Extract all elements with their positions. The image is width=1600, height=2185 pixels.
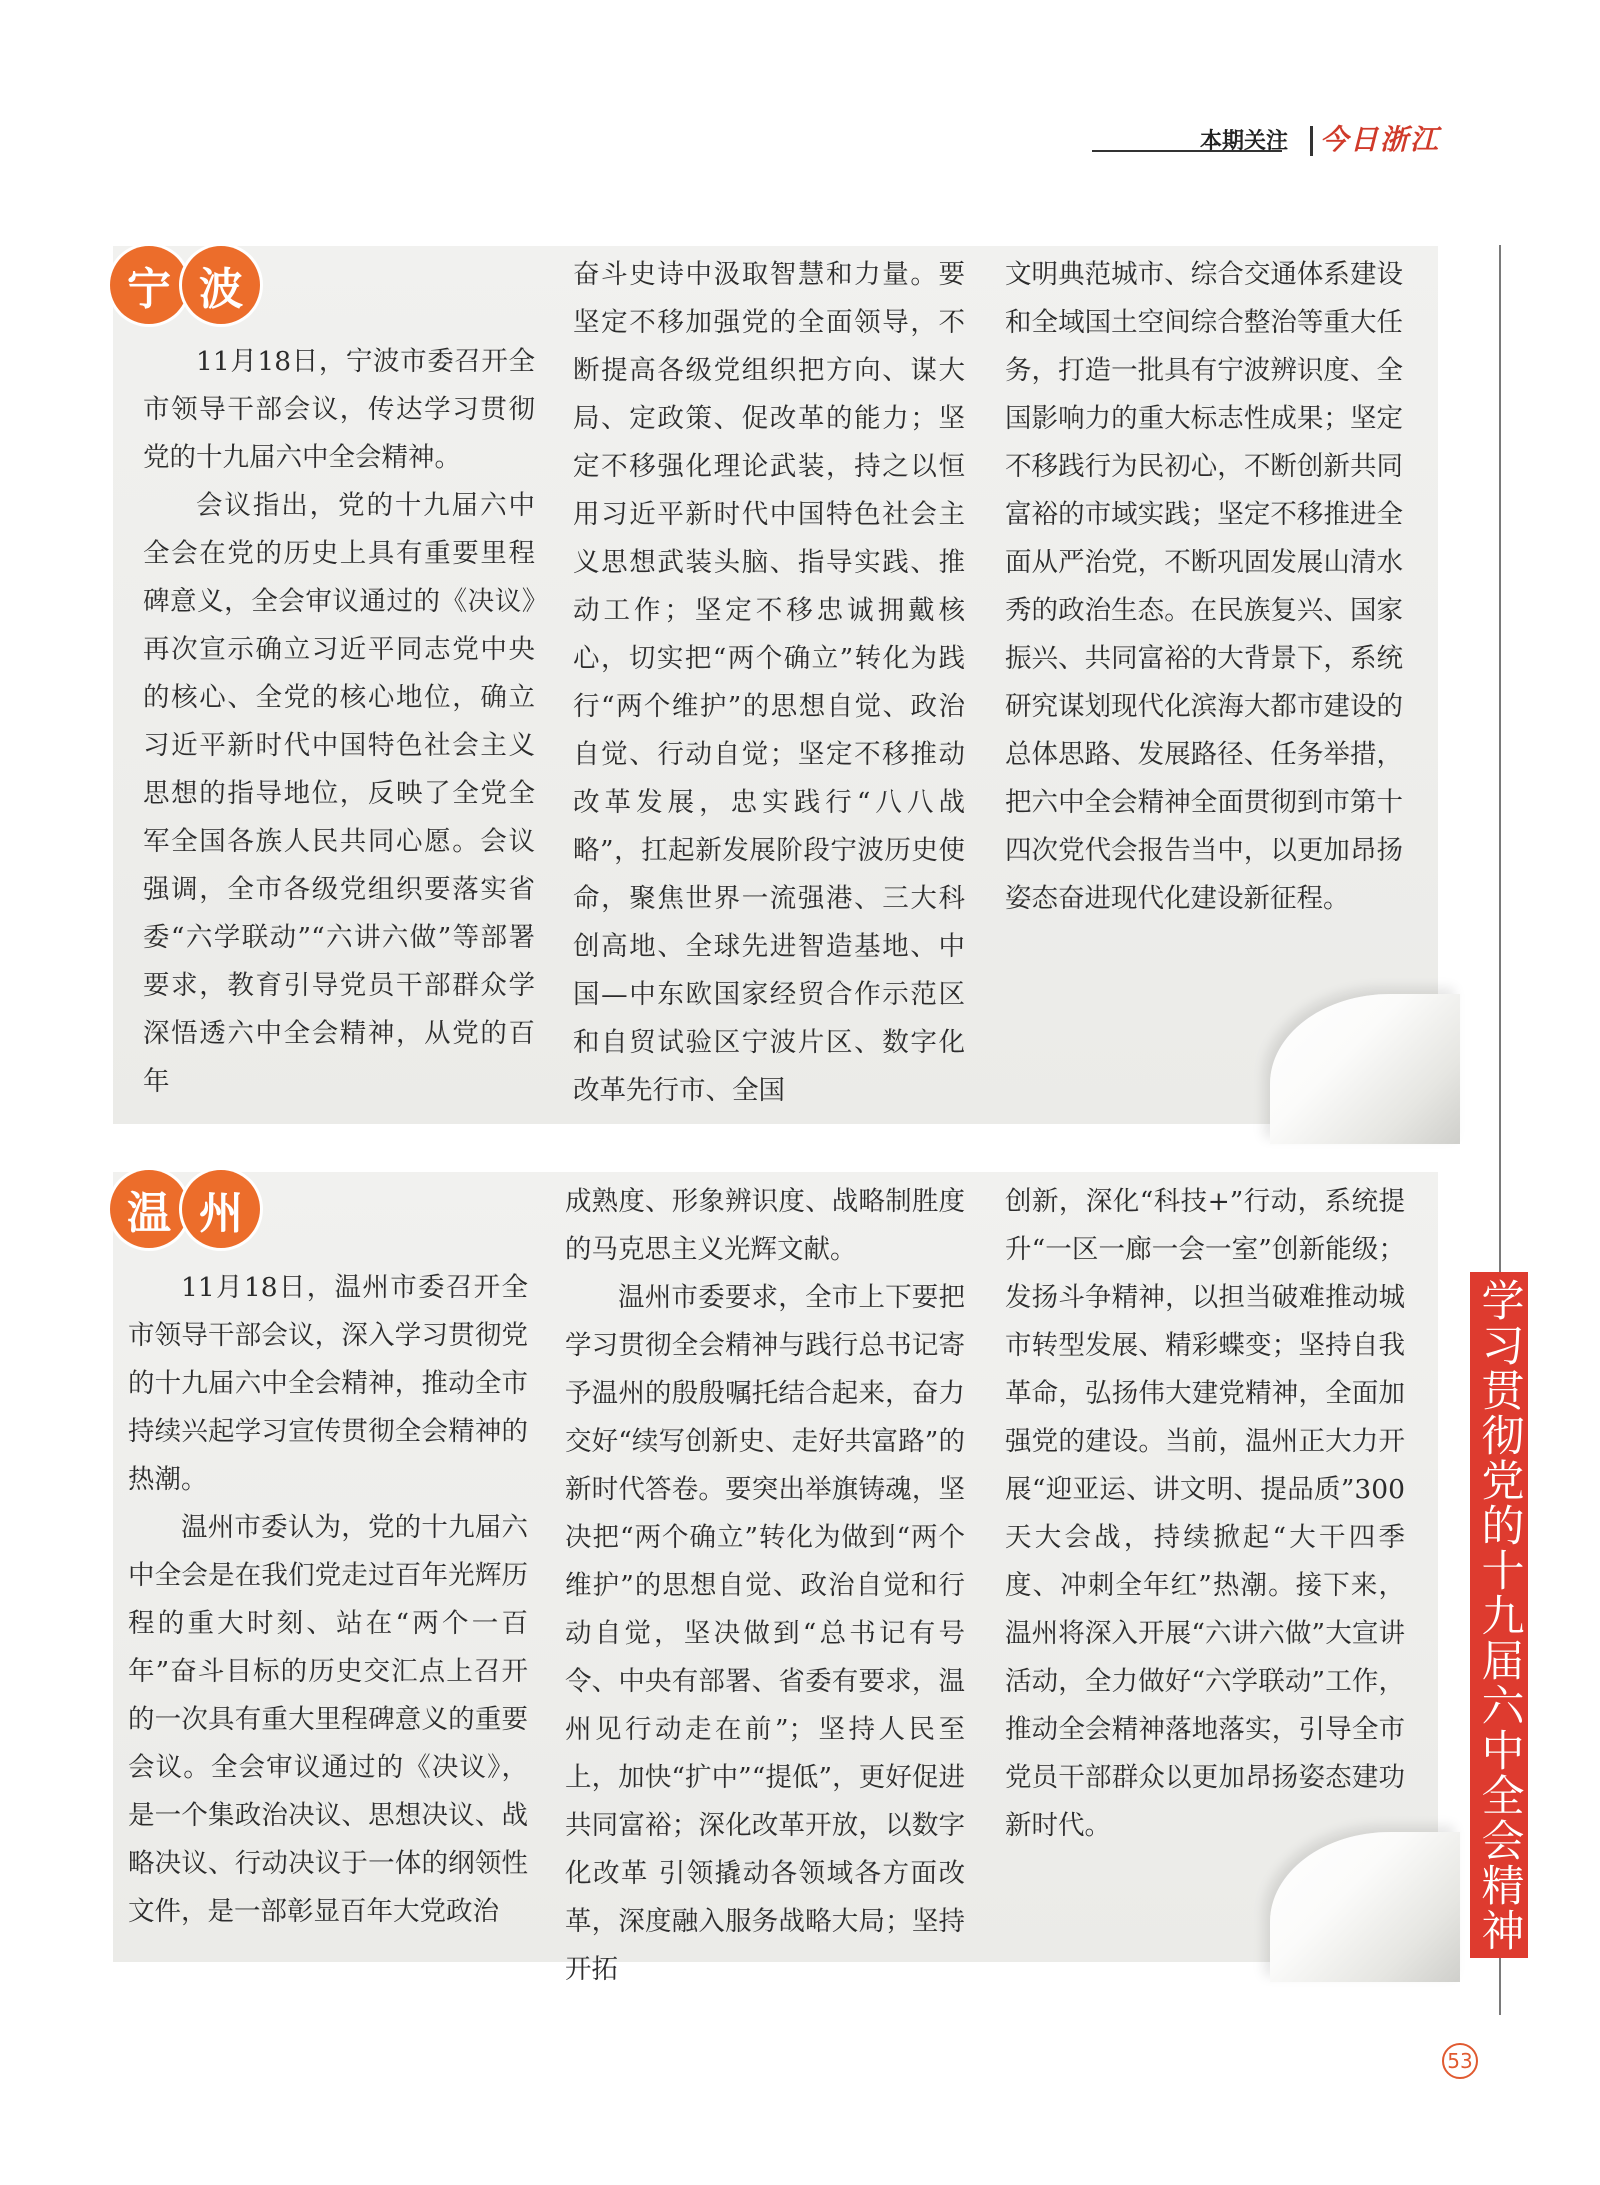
page-curl-decoration <box>1270 994 1460 1144</box>
ningbo-paragraph-2-cont: 奋斗史诗中汲取智慧和力量。要坚定不移加强党的全面领导，不断提高各级党组织把方向、谋大局、定政策、促改革的能力；坚定不移强化理论武装，持之以恒用习近平新时代中国特色社会主义思想武装头脑、指导实践、推动工作；坚定不移忠诚拥戴核心，切实把“两个确立”转化为践行“两个维护”的思想自觉、政治自觉、行动自觉；坚定不移推动改革发展，忠实践行“八八战略”，扛起新发展阶段宁波历史使命，聚焦世界一流强港、三大科创高地、全球先进智造基地、中国—中东欧国家经贸合作示范区和自贸试验区宁波片区、数字化改革先行市、全国 <box>573 259 965 1106</box>
magazine-logo: 今日浙江 <box>1320 123 1441 156</box>
section-label: 本期关注 <box>1200 129 1289 154</box>
header-divider <box>1310 126 1313 156</box>
ningbo-column-3 <box>1005 251 1403 923</box>
wenzhou-title-char-2: 州 <box>182 1170 260 1248</box>
ningbo-title-char-2: 波 <box>182 246 260 324</box>
wenzhou-title <box>110 1170 254 1248</box>
wenzhou-paragraph-3-end: 创新，深化“科技+”行动，系统提升“一区一廊一会一室”创新能级；发扬斗争精神，以担当破难推动城市转型发展、精彩蝶变；坚持自我革命，弘扬伟大建党精神，全面加强党的建设。当前，温州正大力开展“迎亚运、讲文明、提品质”300天大会战，持续掀起“大干四季度、冲刺全年红”热潮。接下来，温州将深入开展“六讲六做”大宣讲活动，全力做好“六学联动”工作，推动全会精神落地落实，引导全市党员干部群众以更加昂扬姿态建功新时代。 <box>1005 1186 1405 1841</box>
ningbo-column-1 <box>143 338 535 1106</box>
section-side-tab <box>1470 1272 1528 1958</box>
page-curl-decoration <box>1270 1832 1460 1982</box>
wenzhou-paragraph-3: 温州市委要求，全市上下要把学习贯彻全会精神与践行总书记寄予温州的殷殷嘱托结合起来，奋力交好“续写创新史、走好共富路”的新时代答卷。要突出举旗铸魂，坚决把“两个确立”转化为做到“两个维护”的思想自觉、政治自觉和行动自觉，坚决做到“总书记有号令、中央有部署、省委有要求，温州见行动走在前”；坚持人民至上，加快“扩中”“提低”，更好促进共同富裕；深化改革开放，以数字化改革 引领撬动各领域各方面改革，深度融入服务战略大局；坚持开拓 <box>565 1282 965 1985</box>
ningbo-column-2 <box>573 251 965 1115</box>
section-side-tab-text: 学习贯彻党的十九届六中全会精神 <box>1474 1277 1525 1953</box>
ningbo-paragraph-1: 11月18日，宁波市委召开全市领导干部会议，传达学习贯彻党的十九届六中全会精神。 <box>143 346 535 473</box>
ningbo-paragraph-2-end: 文明典范城市、综合交通体系建设和全域国土空间综合整治等重大任务，打造一批具有宁波辨识度、全国影响力的重大标志性成果；坚定不移践行为民初心，不断创新共同富裕的市域实践；坚定不移推进全面从严治党，不断巩固发展山清水秀的政治生态。在民族复兴、国家振兴、共同富裕的大背景下，系统研究谋划现代化滨海大都市建设的总体思路、发展路径、任务举措，把六中全会精神全面贯彻到市第十四次党代会报告当中，以更加昂扬姿态奋进现代化建设新征程。 <box>1005 259 1403 914</box>
ningbo-title-char-1: 宁 <box>110 246 188 324</box>
wenzhou-column-1 <box>128 1264 528 1936</box>
ningbo-paragraph-2: 会议指出，党的十九届六中全会在党的历史上具有重要里程碑意义，全会审议通过的《决议》再次宣示确立习近平同志党中央的核心、全党的核心地位，确立习近平新时代中国特色社会主义思想的指导地位，反映了全党全军全国各族人民共同心愿。会议强调，全市各级党组织要落实省委“六学联动”“六讲六做”等部署要求，教育引导党员干部群众学深悟透六中全会精神，从党的百年 <box>143 490 535 1097</box>
ningbo-title <box>110 246 254 324</box>
wenzhou-paragraph-2: 温州市委认为，党的十九届六中全会是在我们党走过百年光辉历程的重大时刻、站在“两个一百年”奋斗目标的历史交汇点上召开的一次具有重大里程碑意义的重要会议。全会审议通过的《决议》，是一个集政治决议、思想决议、战略决议、行动决议于一体的纲领性文件，是一部彰显百年大党政治 <box>128 1512 528 1927</box>
wenzhou-column-3 <box>1005 1178 1405 1850</box>
wenzhou-column-2 <box>565 1178 965 1994</box>
wenzhou-title-char-1: 温 <box>110 1170 188 1248</box>
wenzhou-paragraph-1: 11月18日，温州市委召开全市领导干部会议，深入学习贯彻党的十九届六中全会精神，推动全市持续兴起学习宣传贯彻全会精神的热潮。 <box>128 1272 528 1495</box>
page-number: 53 <box>1442 2043 1478 2079</box>
wenzhou-paragraph-2-end: 成熟度、形象辨识度、战略制胜度的马克思主义光辉文献。 <box>565 1186 965 1265</box>
